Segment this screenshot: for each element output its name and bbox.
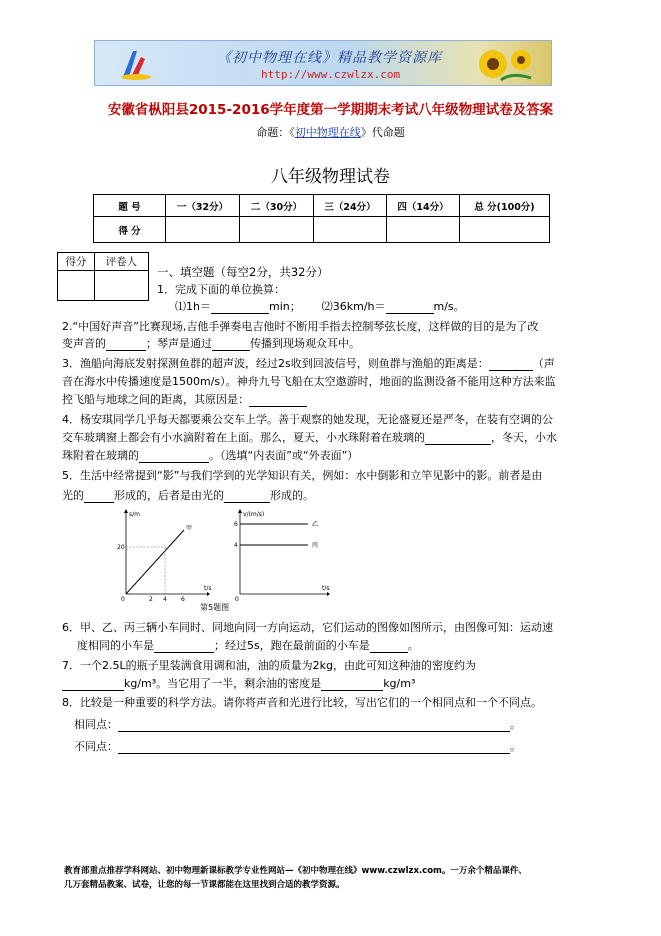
y-axis-label: s/m xyxy=(129,511,140,518)
question-6-line2: 度相同的小车是 ；经过5s，跑在最前面的小车是 。 xyxy=(77,639,419,652)
question-2-line1: 2.“中国好声音”比赛现场,吉他手弹奏电吉他时不断用手指去控制琴弦长度，这样做的目的是为了改 xyxy=(62,320,539,333)
score-table xyxy=(93,194,550,243)
grader-score-cell[interactable] xyxy=(58,271,95,301)
question-8-same: 相同点： 。 xyxy=(74,718,521,731)
answer-line[interactable] xyxy=(118,720,510,732)
figure-caption: 第5题图 xyxy=(200,603,230,612)
question-2-line2: 变声音的 ；琴声是通过 传播到现场观众耳中。 xyxy=(62,337,360,350)
x-arrow xyxy=(327,592,330,596)
question-3-line2: 音在海水中传播速度是1500m/s）。神舟九号飞船在太空遨游时，地面的监测设备不能用这种方法来监 xyxy=(62,375,556,388)
grader-name-label: 评卷人 xyxy=(94,253,148,271)
answer-blank[interactable] xyxy=(370,641,408,653)
score-cell[interactable] xyxy=(387,217,460,243)
score-row-label: 得 分 xyxy=(94,217,166,243)
subtitle-suffix: 》代命题 xyxy=(360,126,405,139)
banner-url[interactable]: http://www.czwlzx.com xyxy=(261,68,401,81)
y-arrow xyxy=(238,509,242,513)
question-3-line3: 控飞船与地球之间的距离，其原因是： xyxy=(62,391,307,407)
answer-blank[interactable] xyxy=(224,491,270,503)
series-label: 甲 xyxy=(186,525,193,532)
banner-title: 《初中物理在线》精品教学资源库 xyxy=(217,50,442,66)
x-tick: 4 xyxy=(163,596,167,603)
section-heading: 一、填空题（每空2分，共32分） xyxy=(157,265,329,279)
page-footer xyxy=(64,864,604,892)
question-1: 1．完成下面的单位换算： xyxy=(157,283,285,296)
y-arrow xyxy=(124,509,128,513)
score-cell[interactable] xyxy=(314,217,387,243)
x-arrow xyxy=(207,592,210,596)
paper-title: 八年级物理试卷 xyxy=(271,167,390,187)
score-header-cell: 总 分(100分) xyxy=(460,195,550,217)
question-3-line1: 3．渔船向海底发射探测鱼群的超声波，经过2s收到回波信号，则鱼群与渔船的距离是： （声 xyxy=(62,357,555,370)
series-label: 乙 xyxy=(312,521,319,528)
series-label: 丙 xyxy=(312,542,319,549)
answer-blank[interactable] xyxy=(249,395,307,407)
subtitle-prefix: 命题：《 xyxy=(256,126,295,139)
v-t-graph xyxy=(234,509,330,603)
site-logo-icon xyxy=(119,47,153,81)
score-header-cell: 一（32分） xyxy=(166,195,240,217)
score-cell[interactable] xyxy=(460,217,550,243)
answer-blank[interactable] xyxy=(84,491,114,503)
y-tick: 4 xyxy=(234,542,238,549)
site-banner xyxy=(94,40,552,86)
x-tick: 0 xyxy=(235,596,239,603)
score-header-cell: 题 号 xyxy=(94,195,166,217)
question-6-line1: 6．甲、乙、丙三辆小车同时、同地向同一方向运动，它们运动的图像如图所示，由图像可知：运动速 xyxy=(62,621,553,634)
question-8-line1: 8．比较是一种重要的科学方法。请你将声音和光进行比较，写出它们的一个相同点和一个不同点。 xyxy=(62,696,542,709)
question-4-line2: 交车玻璃窗上都会有小水滴附着在上面。那么，夏天，小水珠附着在玻璃的 ，冬天，小水 xyxy=(62,431,557,444)
answer-blank[interactable] xyxy=(386,302,434,314)
series-line-jia xyxy=(126,530,184,594)
answer-blank[interactable] xyxy=(321,679,383,691)
question-4-line1: 4．杨安琪同学几乎每天都要乘公交车上学。善于观察的她发现，无论盛夏还是严冬，在装有空调的公 xyxy=(62,413,553,426)
x-axis-label: t/s xyxy=(204,585,212,592)
motion-graphs-figure xyxy=(112,508,332,612)
answer-blank[interactable] xyxy=(211,302,269,314)
s-t-graph xyxy=(117,509,212,603)
score-header-cell: 三（24分） xyxy=(314,195,387,217)
score-header-cell: 四（14分） xyxy=(387,195,460,217)
answer-blank[interactable] xyxy=(106,339,146,351)
score-header-cell: 二（30分） xyxy=(240,195,314,217)
x-tick: 2 xyxy=(149,596,153,603)
answer-blank[interactable] xyxy=(212,339,250,351)
question-1-parts: ⑴1h＝ min； ⑵36km/h＝ m/s。 xyxy=(175,300,465,313)
answer-blank[interactable] xyxy=(154,641,214,653)
document-title: 安徽省枞阳县2015-2016学年度第一学期期末考试八年级物理试卷及答案 xyxy=(107,102,554,118)
grader-score-label: 得分 xyxy=(58,253,95,271)
answer-blank[interactable] xyxy=(139,451,209,463)
footer-line: 几万套精品教案、试卷，让您的每一节课都能在这里找到合适的教学资源。 xyxy=(64,880,345,890)
x-tick: 6 xyxy=(181,596,185,603)
score-cell[interactable] xyxy=(240,217,314,243)
y-tick: 20 xyxy=(117,544,125,551)
y-axis-label: v/(m/s) xyxy=(243,511,265,518)
y-tick: 6 xyxy=(234,521,238,528)
grader-table xyxy=(57,252,149,301)
x-tick: 0 xyxy=(121,596,125,603)
subtitle-link[interactable]: 初中物理在线 xyxy=(294,126,361,139)
question-8-diff: 不同点： 。 xyxy=(74,740,521,753)
document-subtitle xyxy=(0,124,661,140)
answer-line[interactable] xyxy=(118,742,510,754)
score-cell[interactable] xyxy=(166,217,240,243)
footer-line: 教育部重点推荐学科网站、初中物理新课标教学专业性网站—《初中物理在线》www.czwlzx.com。一万余个精品课件、 xyxy=(64,866,527,876)
question-5-line2: 光的 形成的，后者是由光的 形成的。 xyxy=(62,489,314,502)
x-axis-label: t/s xyxy=(322,585,330,592)
answer-blank[interactable] xyxy=(62,679,124,691)
question-7-line2: kg/m³。当它用了一半，剩余油的密度是 kg/m³ xyxy=(62,675,415,691)
answer-blank[interactable] xyxy=(489,359,533,371)
question-4-line3: 珠附着在玻璃的 。（选填“内表面”或“外表面”） xyxy=(62,449,359,462)
grader-name-cell[interactable] xyxy=(94,271,148,301)
question-5-line1: 5．生活中经常提到“影”与我们学到的光学知识有关，例如：水中倒影和立竿见影中的影。前者是由 xyxy=(62,469,543,482)
answer-blank[interactable] xyxy=(425,433,491,445)
question-7-line1: 7．一个2.5L的瓶子里装满食用调和油，油的质量为2kg，由此可知这种油的密度约为 xyxy=(62,659,476,672)
sunflower-icon xyxy=(471,44,541,84)
